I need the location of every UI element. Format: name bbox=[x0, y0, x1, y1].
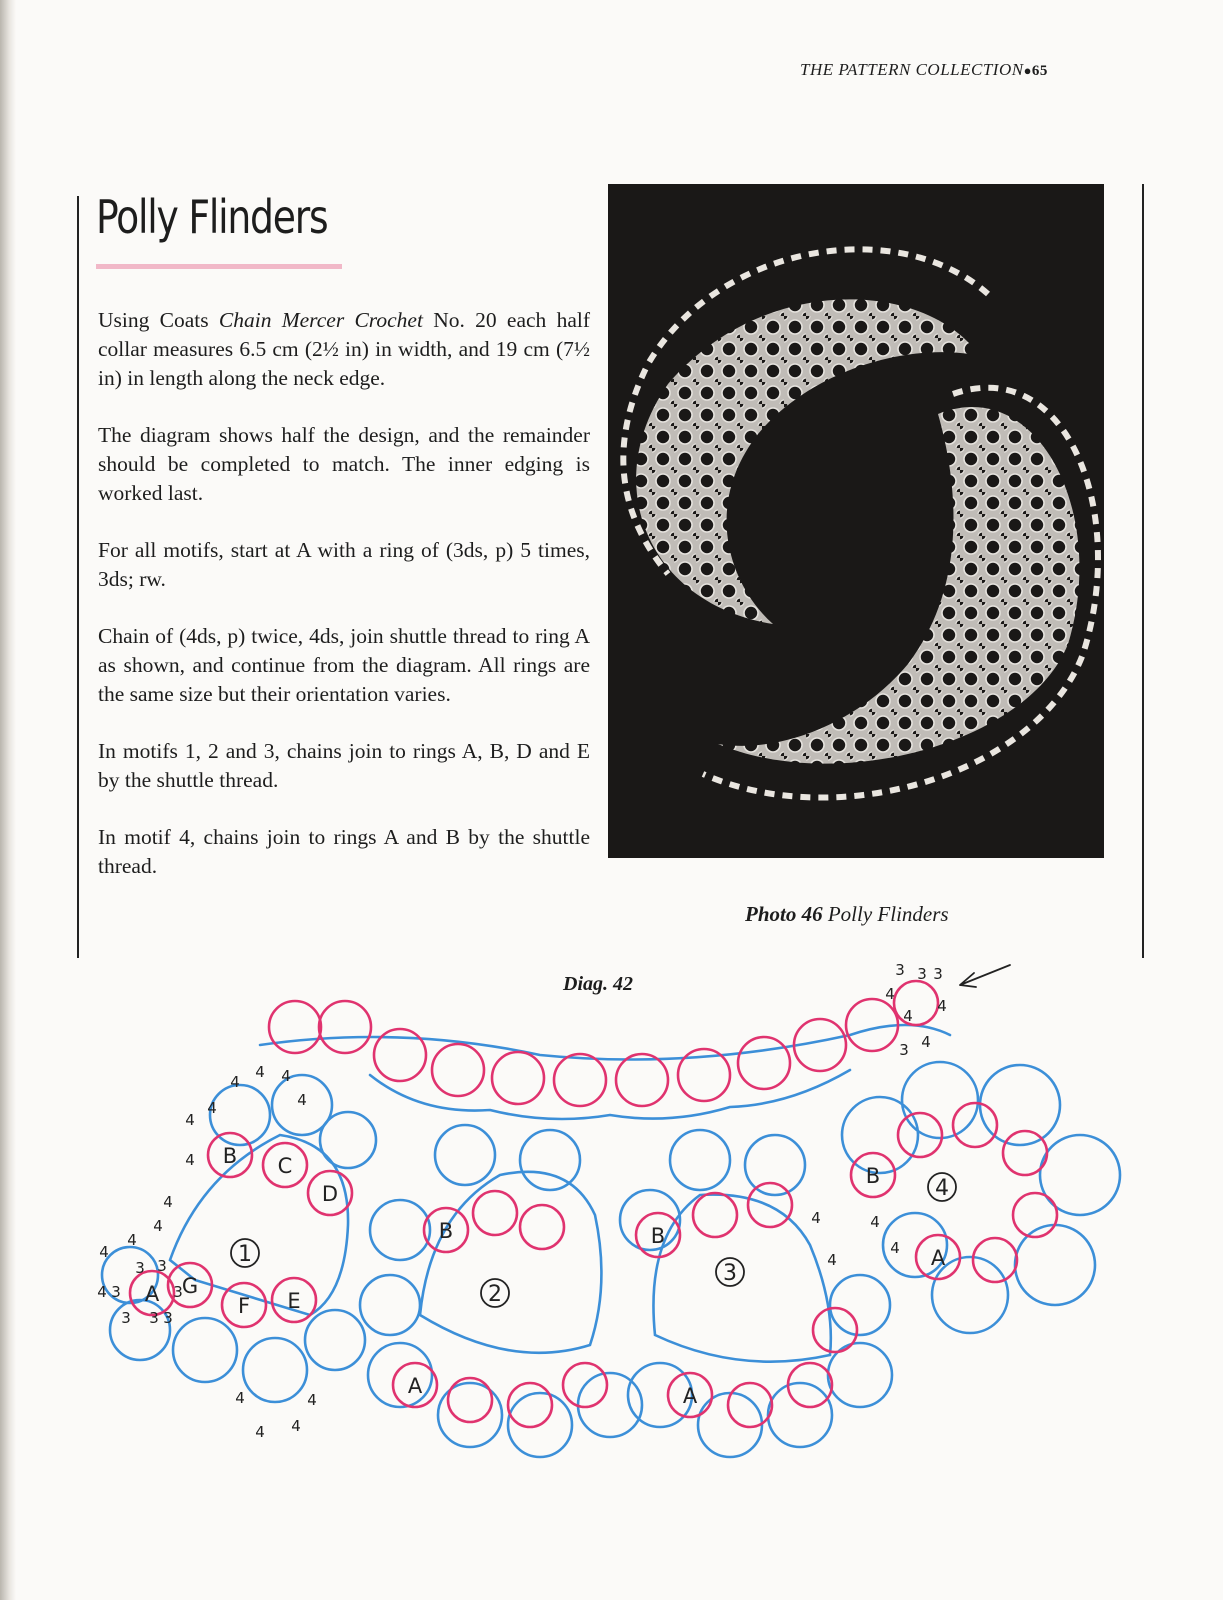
stitch-count: 3 bbox=[899, 1041, 909, 1059]
stitch-count: 4 bbox=[235, 1389, 245, 1407]
stitch-count: 3 bbox=[157, 1257, 167, 1275]
motif-2-picot bbox=[370, 1200, 430, 1260]
materials-text-c: No. 20 each half collar measures 6.5 cm (2½ in) in width, and 19 cm (7½ in) in length along the neck edge. bbox=[98, 308, 590, 390]
motif-number-2: 2 bbox=[488, 1282, 502, 1307]
stitch-count: 4 bbox=[885, 985, 895, 1003]
stitch-count: 3 bbox=[895, 961, 905, 979]
m2-ring-b-label: B bbox=[438, 1219, 454, 1243]
photo-caption-number: Photo 46 bbox=[745, 902, 823, 926]
stitch-count: 4 bbox=[281, 1067, 291, 1085]
stitch-count: 4 bbox=[97, 1283, 107, 1301]
stitch-count: 3 bbox=[173, 1283, 183, 1301]
motif-1-picot bbox=[243, 1338, 307, 1402]
motif-4-picot bbox=[842, 1097, 918, 1173]
paragraph-motifs-1-3: In motifs 1, 2 and 3, chains join to rings A, B, D and E by the shuttle thread. bbox=[98, 739, 590, 792]
stitch-count: 4 bbox=[827, 1251, 837, 1269]
book-spine-shadow bbox=[0, 0, 16, 1600]
paragraph-start-ring: For all motifs, start at A with a ring of (3ds, p) 5 times, 3ds; rw. bbox=[98, 538, 590, 591]
motif-4-ring bbox=[973, 1238, 1017, 1282]
stitch-count: 4 bbox=[153, 1217, 163, 1235]
stitch-count: 4 bbox=[890, 1239, 900, 1257]
left-column-rule bbox=[77, 196, 79, 958]
motif-1-picot bbox=[305, 1310, 365, 1370]
motif-3-ring bbox=[813, 1308, 857, 1352]
photo-caption bbox=[745, 902, 949, 927]
m1-ring-e-label: E bbox=[287, 1289, 301, 1313]
band-ring bbox=[492, 1052, 544, 1104]
m3-ring-a-label: A bbox=[682, 1384, 698, 1408]
motif-2-picot bbox=[520, 1130, 580, 1190]
paragraph-diagram-note: The diagram shows half the design, and the remainder should be completed to match. The inner edging is worked last. bbox=[98, 423, 590, 505]
diagram-label: Diag. 42 bbox=[563, 973, 633, 995]
motif-3-picot bbox=[745, 1135, 805, 1195]
stitch-count: 3 bbox=[149, 1309, 159, 1327]
motif-2-ring bbox=[520, 1205, 564, 1249]
m1-ring-b-label: B bbox=[222, 1144, 238, 1168]
motif-4-ring bbox=[898, 1113, 942, 1157]
stitch-count: 3 bbox=[121, 1309, 131, 1327]
stitch-count: 4 bbox=[163, 1193, 173, 1211]
motif-4-picot bbox=[1015, 1225, 1095, 1305]
m2-ring-a-label: A bbox=[407, 1374, 423, 1398]
motif-2-picot bbox=[368, 1343, 432, 1407]
thread-name: Chain Mercer Crochet bbox=[218, 308, 423, 332]
m4-ring-a-label: A bbox=[930, 1246, 946, 1270]
motif-number-4: 4 bbox=[935, 1176, 949, 1201]
stitch-count: 4 bbox=[127, 1231, 137, 1249]
motif-1-picot bbox=[173, 1318, 237, 1382]
motif-1-picot bbox=[320, 1112, 376, 1168]
collar-photo bbox=[608, 184, 1104, 858]
stitch-count: 4 bbox=[99, 1243, 109, 1261]
band-ring bbox=[738, 1037, 790, 1089]
arrow-pointer-icon bbox=[960, 965, 1010, 987]
motif-2-picot bbox=[435, 1125, 495, 1185]
motif-2-picot bbox=[438, 1383, 502, 1447]
stitch-count: 4 bbox=[307, 1391, 317, 1409]
motif-number-1: 1 bbox=[238, 1242, 252, 1267]
paragraph-materials bbox=[98, 306, 590, 393]
stitch-count: 4 bbox=[207, 1099, 217, 1117]
motif-2-picot bbox=[578, 1373, 642, 1437]
stitch-count: 4 bbox=[185, 1151, 195, 1169]
title-underline bbox=[96, 264, 342, 269]
band-ring bbox=[554, 1054, 606, 1106]
stitch-count: 3 bbox=[933, 965, 943, 983]
stitch-count: 4 bbox=[230, 1073, 240, 1091]
stitch-count: 4 bbox=[811, 1209, 821, 1227]
lace-collar-image bbox=[608, 184, 1104, 858]
stitch-count: 4 bbox=[255, 1423, 265, 1441]
motif-4-ring bbox=[953, 1103, 997, 1147]
motif-3-ring bbox=[693, 1193, 737, 1237]
motif-3-picot bbox=[698, 1393, 762, 1457]
stitch-count: 3 bbox=[163, 1309, 173, 1327]
motif-2-ring bbox=[448, 1378, 492, 1422]
stitch-count: 4 bbox=[255, 1063, 265, 1081]
bullet-icon: ● bbox=[1023, 63, 1032, 78]
motif-1 bbox=[102, 1075, 376, 1402]
stitch-count: 4 bbox=[903, 1007, 913, 1025]
motif-4 bbox=[842, 1062, 1120, 1333]
band-ring bbox=[269, 1001, 321, 1053]
motif-number-3: 3 bbox=[723, 1261, 737, 1286]
band-lower-chain bbox=[370, 1070, 850, 1119]
motif-4-ring bbox=[1003, 1131, 1047, 1175]
stitch-count: 4 bbox=[297, 1091, 307, 1109]
running-head bbox=[800, 60, 1120, 80]
motif-3-picot bbox=[768, 1383, 832, 1447]
tatting-diagram bbox=[90, 961, 1160, 1575]
stitch-count: 4 bbox=[185, 1111, 195, 1129]
band-ring bbox=[432, 1044, 484, 1096]
outer-band bbox=[260, 981, 950, 1119]
m1-ring-f-label: F bbox=[237, 1294, 251, 1318]
stitch-count: 4 bbox=[291, 1417, 301, 1435]
band-ring bbox=[616, 1054, 668, 1106]
stitch-count: 3 bbox=[135, 1259, 145, 1277]
motif-3-picot bbox=[830, 1275, 890, 1335]
stitch-count: 4 bbox=[937, 997, 947, 1015]
band-ring bbox=[894, 981, 938, 1025]
photo-caption-text: Polly Flinders bbox=[822, 902, 949, 926]
motif-2-picot bbox=[360, 1275, 420, 1335]
band-ring bbox=[319, 1001, 371, 1053]
running-head-title: THE PATTERN COLLECTION bbox=[800, 60, 1024, 79]
m3-ring-b-label: B bbox=[650, 1224, 666, 1248]
m4-ring-b-label: B bbox=[865, 1164, 881, 1188]
motif-3-picot bbox=[670, 1130, 730, 1190]
motif-1-picot bbox=[110, 1300, 170, 1360]
instructions-text bbox=[98, 306, 590, 909]
stitch-count: 3 bbox=[111, 1283, 121, 1301]
m1-ring-a-label: A bbox=[144, 1282, 160, 1306]
stitch-count: 4 bbox=[921, 1033, 931, 1051]
stitch-count: 4 bbox=[870, 1213, 880, 1231]
materials-text-a: Using Coats bbox=[98, 308, 219, 332]
paragraph-chain: Chain of (4ds, p) twice, 4ds, join shuttle thread to ring A as shown, and continue from the diagram. All rings are the same size but their orientation varies. bbox=[98, 624, 590, 706]
motif-4-picot bbox=[980, 1065, 1060, 1145]
motif-3-ring bbox=[728, 1383, 772, 1427]
m1-ring-d-label: D bbox=[321, 1182, 339, 1206]
m1-ring-c-label: C bbox=[277, 1154, 293, 1178]
right-column-rule bbox=[1142, 184, 1144, 958]
motif-2-ring bbox=[473, 1191, 517, 1235]
m1-ring-g-label: G bbox=[181, 1274, 199, 1298]
paragraph-motif-4: In motif 4, chains join to rings A and B by the shuttle thread. bbox=[98, 825, 590, 878]
page-number: 65 bbox=[1031, 63, 1048, 79]
pattern-title: Polly Flinders bbox=[96, 190, 328, 244]
stitch-count: 3 bbox=[917, 965, 927, 983]
